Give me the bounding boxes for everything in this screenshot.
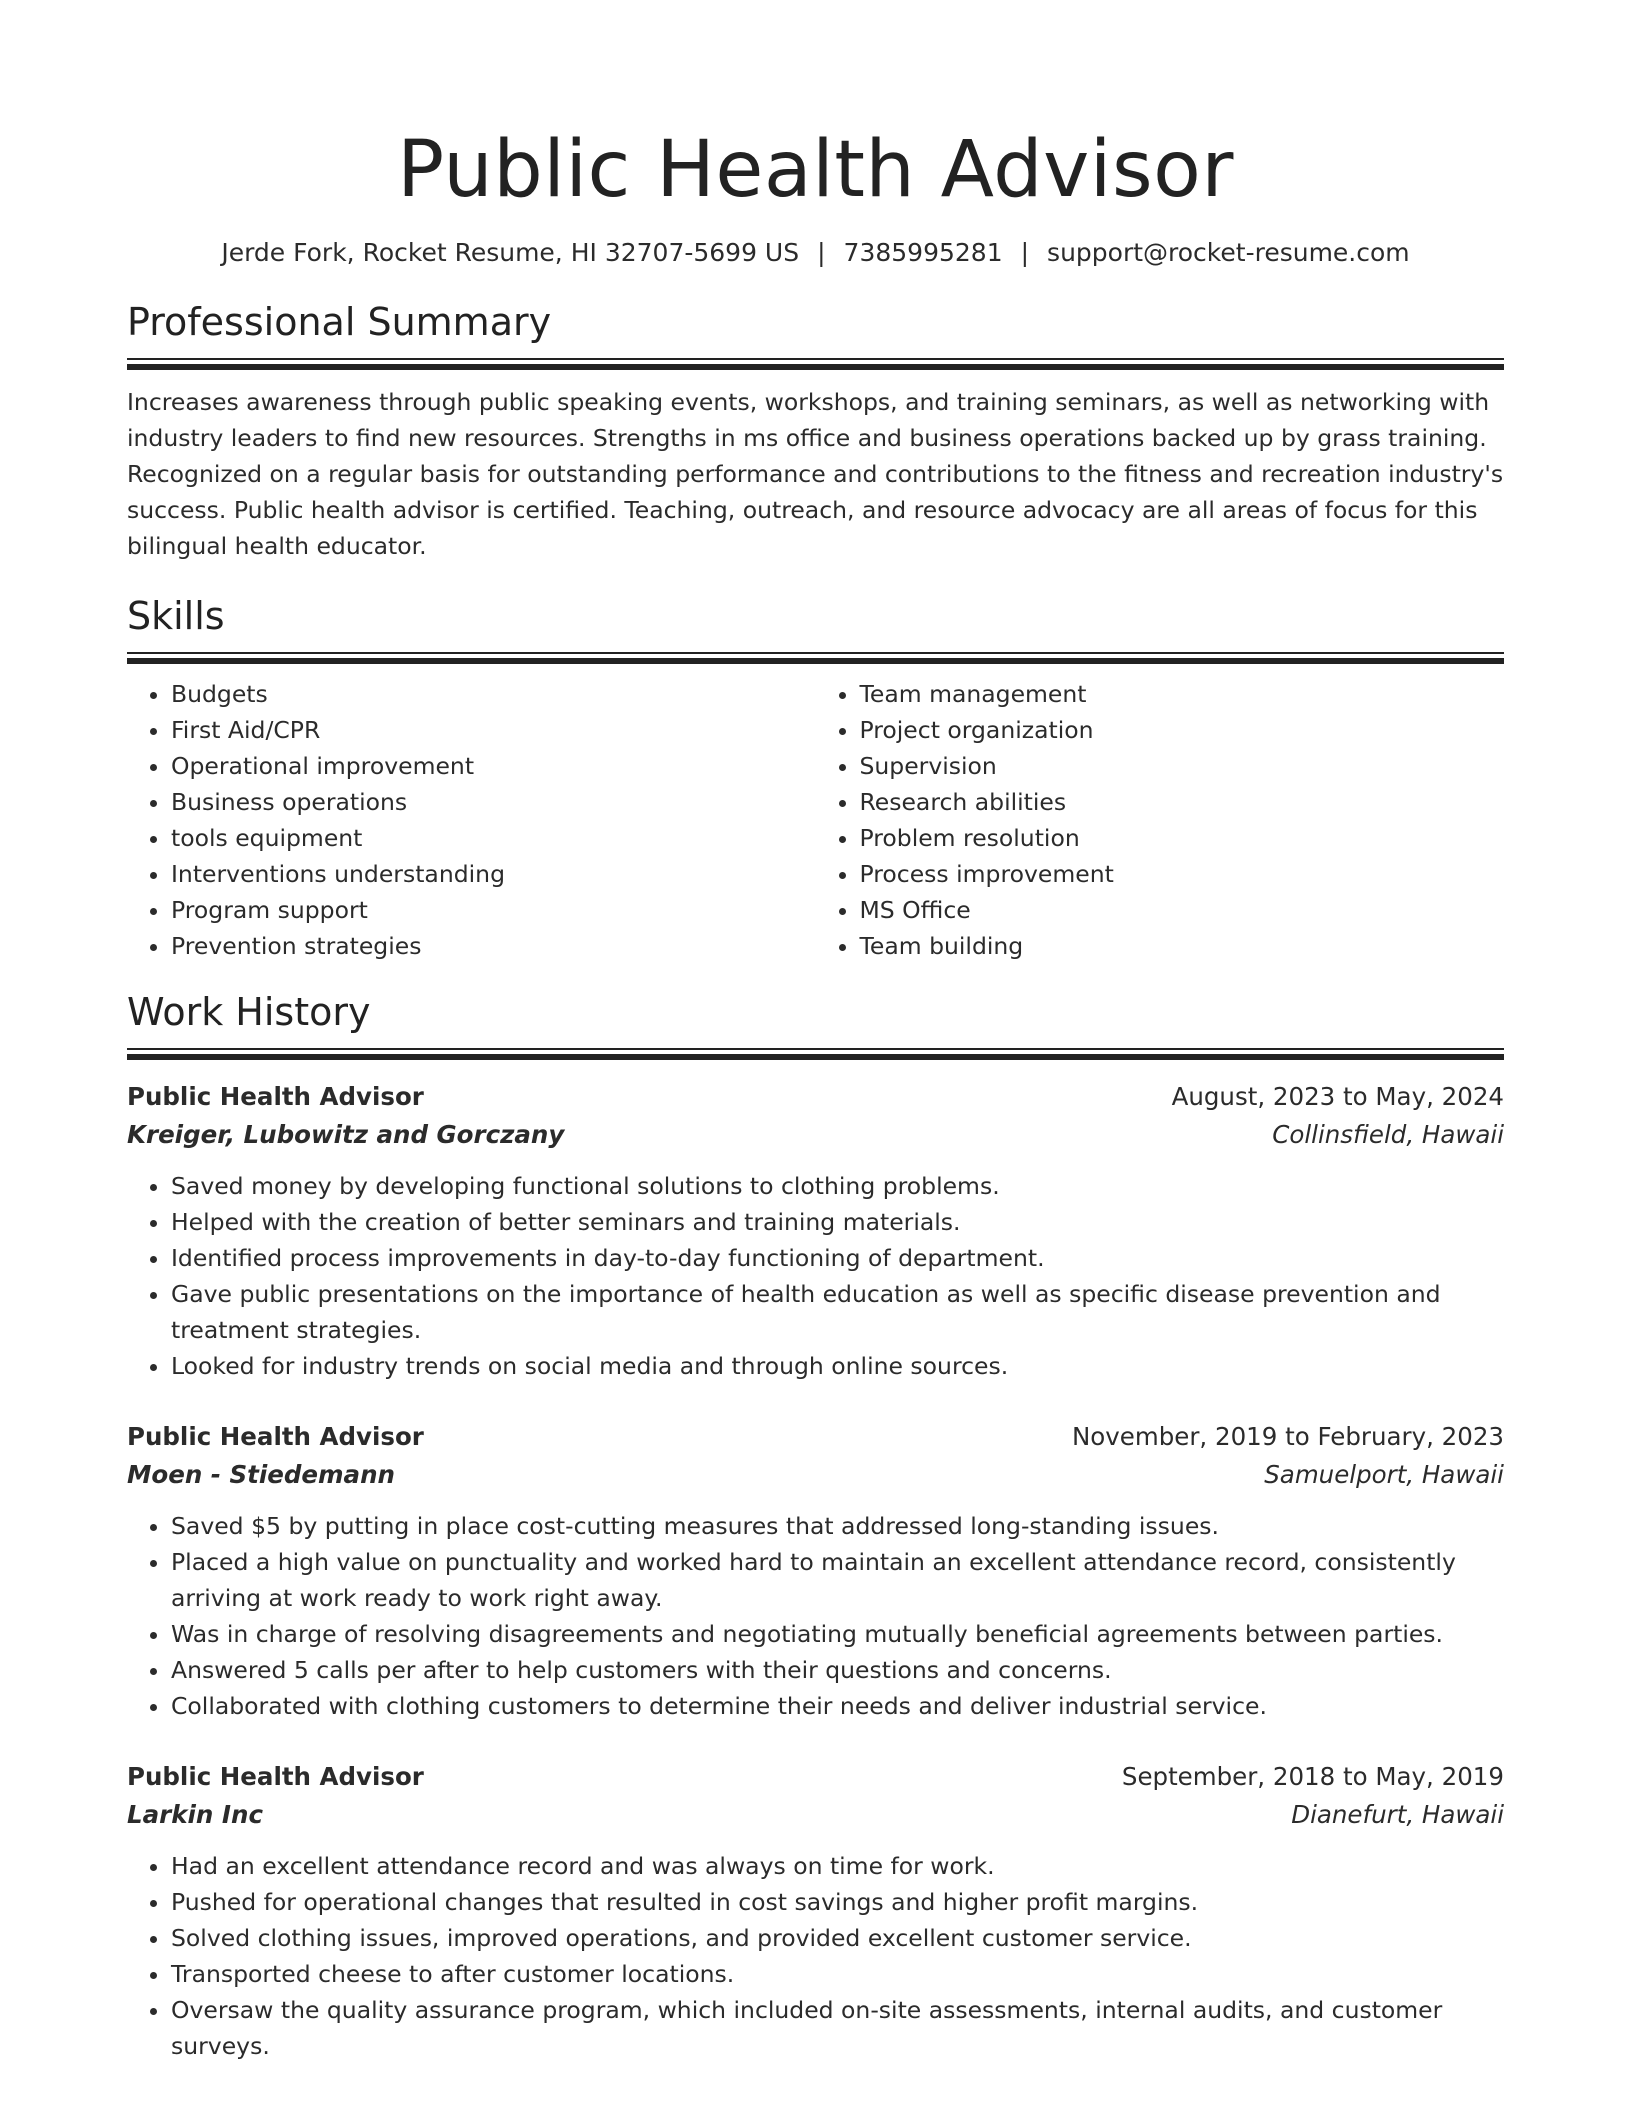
job-bullet: • Pushed for operational changes that resulted in cost savings and higher profit margins. xyxy=(171,1884,1504,1920)
skill-item: • Interventions understanding xyxy=(171,856,816,892)
job-location: Collinsfield, Hawaii xyxy=(1272,1120,1504,1149)
job-location: Samuelport, Hawaii xyxy=(1264,1460,1504,1489)
skills-list-right xyxy=(816,676,1505,964)
job-company: Kreiger, Lubowitz and Gorczany xyxy=(127,1120,565,1149)
skill-item: • Problem resolution xyxy=(860,820,1505,856)
contact-separator: | xyxy=(817,238,826,267)
contact-line xyxy=(127,236,1504,270)
job-bullet: • Saved money by developing functional solutions to clothing problems. xyxy=(171,1168,1504,1204)
job-dates: September, 2018 to May, 2019 xyxy=(1121,1762,1504,1791)
job-bullet: • Had an excellent attendance record and was always on time for work. xyxy=(171,1848,1504,1884)
job-header-row xyxy=(127,1078,1504,1116)
summary-text: Increases awareness through public speaking events, workshops, and training seminars, as well as networking with industry leaders to find new resources. Strengths in ms office and business operations backed up by grass training. Recognized on a regular basis for outstanding performance and contributions to the fitness and recreation industry's success. Public health advisor is certified. Teaching, outreach, and resource advocacy are all areas of focus for this bilingual health educator. xyxy=(127,388,1504,560)
job-bullet: • Placed a high value on punctuality and worked hard to maintain an excellent attendance record, consistently arriving at work ready to work right away. xyxy=(171,1544,1504,1616)
job-bullet: • Saved $5 by putting in place cost-cutting measures that addressed long-standing issues. xyxy=(171,1508,1504,1544)
job-bullets xyxy=(127,1508,1504,1724)
summary-heading: Professional Summary xyxy=(127,300,552,344)
skill-item: • First Aid/CPR xyxy=(171,712,816,748)
job-dates: August, 2023 to May, 2024 xyxy=(1171,1082,1504,1111)
job-location: Dianefurt, Hawaii xyxy=(1291,1800,1504,1829)
resume-page xyxy=(127,0,1504,2064)
job-bullet: • Collaborated with clothing customers to determine their needs and deliver industrial service. xyxy=(171,1688,1504,1724)
job-bullets xyxy=(127,1168,1504,1384)
skill-item: • tools equipment xyxy=(171,820,816,856)
section-divider xyxy=(127,358,1504,370)
skills-list-left xyxy=(127,676,816,964)
job-bullet: • Transported cheese to after customer locations. xyxy=(171,1956,1504,1992)
job-bullet: • Helped with the creation of better seminars and training materials. xyxy=(171,1204,1504,1240)
skill-item: • Prevention strategies xyxy=(171,928,816,964)
contact-phone: 7385995281 xyxy=(843,238,1003,267)
job-bullet: • Gave public presentations on the importance of health education as well as specific disease prevention and treatment strategies. xyxy=(171,1276,1504,1348)
job-company: Larkin Inc xyxy=(127,1800,263,1829)
job-title: Public Health Advisor xyxy=(127,1422,424,1451)
job-company-row xyxy=(127,1796,1504,1834)
contact-separator: | xyxy=(1020,238,1030,267)
skill-item: • Program support xyxy=(171,892,816,928)
job-title: Public Health Advisor xyxy=(127,1762,424,1791)
job-bullet: • Looked for industry trends on social media and through online sources. xyxy=(171,1348,1504,1384)
job-bullet: • Identified process improvements in day-to-day functioning of department. xyxy=(171,1240,1504,1276)
skill-item: • Team building xyxy=(860,928,1505,964)
skill-item: • Supervision xyxy=(860,748,1505,784)
job-company: Moen - Stiedemann xyxy=(127,1460,395,1489)
summary-section xyxy=(127,298,1504,564)
job-company-row xyxy=(127,1456,1504,1494)
skill-item: • MS Office xyxy=(860,892,1505,928)
skill-item: • Budgets xyxy=(171,676,816,712)
skill-item: • Project organization xyxy=(860,712,1505,748)
work-history-heading: Work History xyxy=(127,990,371,1034)
job-bullets xyxy=(127,1848,1504,2064)
skill-item: • Research abilities xyxy=(860,784,1505,820)
skills-heading: Skills xyxy=(127,594,225,638)
work-history-section xyxy=(127,988,1504,2064)
job-entry xyxy=(127,1758,1504,2064)
job-entry xyxy=(127,1418,1504,1724)
job-dates: November, 2019 to February, 2023 xyxy=(1071,1422,1504,1451)
skill-item: • Business operations xyxy=(171,784,816,820)
job-entry xyxy=(127,1078,1504,1384)
section-divider xyxy=(127,1048,1504,1060)
job-header-row xyxy=(127,1758,1504,1796)
job-bullet: • Was in charge of resolving disagreements and negotiating mutually beneficial agreements between parties. xyxy=(171,1616,1504,1652)
job-header-row xyxy=(127,1418,1504,1456)
skills-columns xyxy=(127,676,1504,964)
job-bullet: • Solved clothing issues, improved operations, and provided excellent customer service. xyxy=(171,1920,1504,1956)
contact-address: Jerde Fork, Rocket Resume, HI 32707-5699 US xyxy=(221,238,800,267)
skill-item: • Team management xyxy=(860,676,1505,712)
job-company-row xyxy=(127,1116,1504,1154)
job-bullet: • Answered 5 calls per after to help customers with their questions and concerns. xyxy=(171,1652,1504,1688)
contact-email[interactable]: support@rocket-resume.com xyxy=(1047,238,1410,267)
skill-item: • Operational improvement xyxy=(171,748,816,784)
skill-item: • Process improvement xyxy=(860,856,1505,892)
section-divider xyxy=(127,652,1504,664)
job-bullet: • Oversaw the quality assurance program, which included on-site assessments, internal audits, and customer surveys. xyxy=(171,1992,1504,2064)
job-title: Public Health Advisor xyxy=(127,1082,424,1111)
resume-title: Public Health Advisor xyxy=(397,125,1234,215)
skills-section xyxy=(127,592,1504,964)
